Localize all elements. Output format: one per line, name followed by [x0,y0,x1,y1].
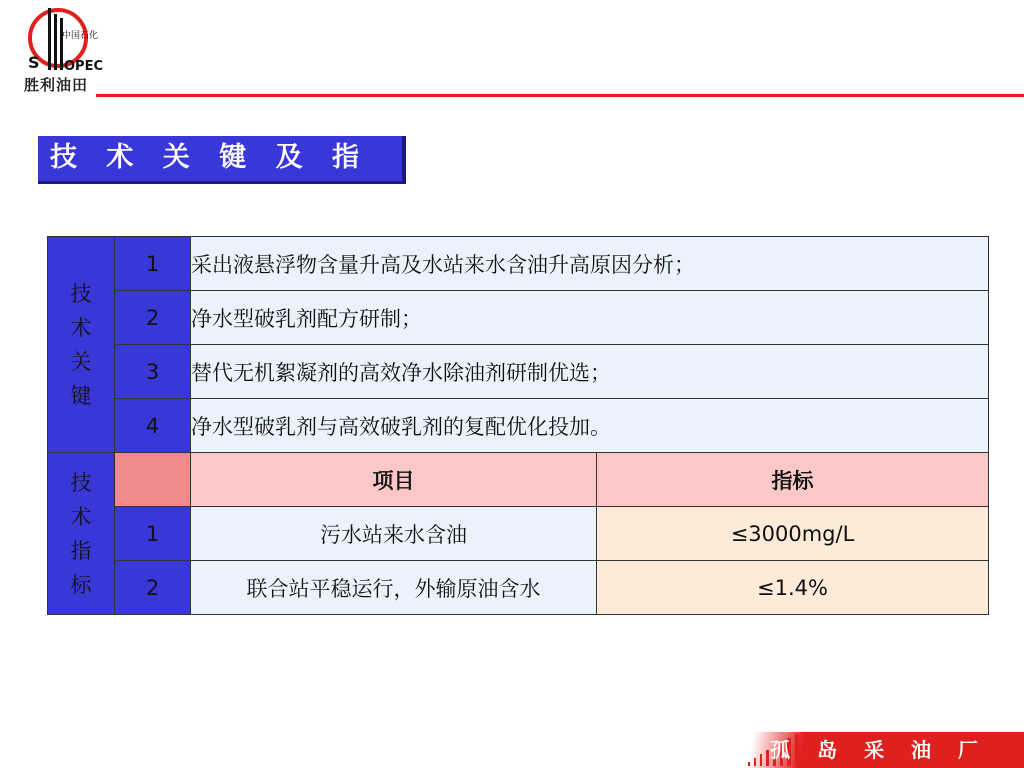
footer-banner [744,732,1024,768]
row-number: 2 [115,291,191,345]
footer-company-name: 孤 岛 采 油 厂 [770,738,988,762]
header-blank-cell [115,453,191,507]
row-number: 2 [115,561,191,615]
table-row [48,507,989,561]
column-header-index: 指标 [597,453,989,507]
table-row [48,453,989,507]
index-value: ≤3000mg/L [597,507,989,561]
tech-key-item: 净水型破乳剂配方研制； [191,291,989,345]
tech-table [47,236,989,615]
tech-key-item: 采出液悬浮物含量升高及水站来水含油升高原因分析； [191,237,989,291]
svg-text:OPEC: OPEC [64,59,103,74]
header-divider [96,94,1024,97]
row-number: 1 [115,507,191,561]
table-row [48,237,989,291]
index-item: 联合站平稳运行，外输原油含水 [191,561,597,615]
row-number: 4 [115,399,191,453]
row-number: 1 [115,237,191,291]
tech-key-item: 替代无机絮凝剂的高效净水除油剂研制优选； [191,345,989,399]
section-title: 技 术 关 键 及 指 标 [38,136,406,184]
tech-key-label: 技 术 关 键 [48,237,115,453]
index-item: 污水站来水含油 [191,507,597,561]
column-header-item: 项目 [191,453,597,507]
table-row [48,345,989,399]
index-value: ≤1.4% [597,561,989,615]
table-row [48,561,989,615]
row-number: 3 [115,345,191,399]
table-row [48,291,989,345]
svg-text:S: S [28,53,40,72]
table-row [48,399,989,453]
svg-text:中国石化: 中国石化 [62,31,99,41]
logo-company-name: 胜利油田 [24,76,89,94]
tech-key-item: 净水型破乳剂与高效破乳剂的复配优化投加。 [191,399,989,453]
tech-index-label: 技 术 指 标 [48,453,115,615]
